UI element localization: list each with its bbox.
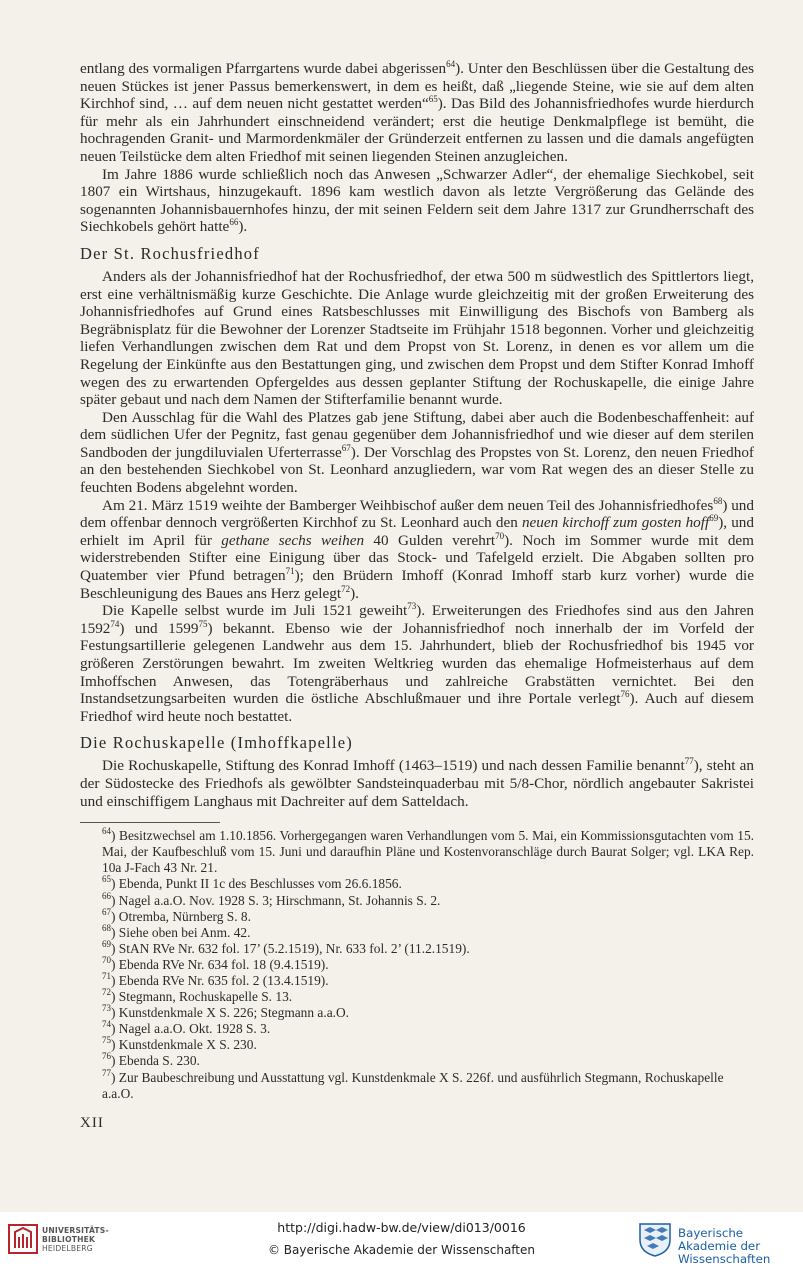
- paragraph: Am 21. März 1519 weihte der Bamberger Weihbischof außer dem neuen Teil des Johannisfriedhofes$^{68}$) und dem offenbar dennoch vergrößerten Kirchhof zu St. Leonhard auch den neuen kirchoff zum gosten hoff$^{69}$), und erhielt im April für gethane sechs weihen 40 Gulden verehrt$^{70}$). Noch im Sommer wurde mit dem widerstrebenden Stifter eine Einigung über das Stock- und Tafelgeld erzielt. Die Abgaben sollten pro Quatember vier Pfund betragen$^{71}$); den Brüdern Imhoff (Konrad Imhoff starb kurz vorher) wurde die Beschleunigung des Baues ans Herz gelegt$^{72}$).: [80, 495, 754, 602]
- footnote-ref[interactable]: 67: [341, 442, 351, 453]
- copyright-notice: © Bayerische Akademie der Wissenschaften: [267, 1243, 536, 1257]
- footnote: $^{66}$) Nagel a.a.O. Nov. 1928 S. 3; Hirschmann, St. Johannis S. 2.: [102, 890, 441, 908]
- footnote: $^{77}$) Zur Baubeschreibung und Ausstattung vgl. Kunstdenkmale X S. 226f. und ausführlich Stegmann, Rochuskapelle a.a.O.: [102, 1067, 724, 1101]
- footnote-ref[interactable]: 74: [110, 618, 120, 629]
- footnote-number: 69: [102, 938, 111, 949]
- paragraph: Den Ausschlag für die Wahl des Platzes gab jene Stiftung, dabei aber auch die Bodenbeschaffenheit: auf dem südlichen Ufer der Pegnitz, fast genau gegenüber dem Johannisfriedhof und wie dieser auf dem sterilen Sandboden der jungdiluvialen Uferterrasse$^{67}$). Der Vorschlag des Propstes von St. Lorenz, den neuen Friedhof an den bestehenden Siechkobel von St. Leonhard anzugliedern, war vom Rat wegen des an dieser Stelle zu feuchten Bodens abgelehnt worden.: [80, 408, 754, 497]
- footnote-ref[interactable]: 70: [495, 530, 505, 541]
- footnote-ref[interactable]: 66: [229, 217, 239, 228]
- footnote: $^{71}$) Ebenda RVe Nr. 635 fol. 2 (13.4.1519).: [102, 971, 329, 988]
- paragraph: Im Jahre 1886 wurde schließlich noch das Anwesen „Schwarzer Adler“, der ehemalige Siechkobel, seit 1807 ein Wirtshaus, hinzugekauft. 1896 kam westlich davon als letzte Vergrößerung das Gelände des sogenannten Johannisbauernhofes hinzu, der mit seinen Feldern seit dem Jahre 1317 zur Grundherrschaft des Siechkobels gehört hatte$^{66}$).: [80, 165, 754, 236]
- footnote: $^{74}$) Nagel a.a.O. Okt. 1928 S. 3.: [102, 1019, 271, 1037]
- page-content: [80, 60, 754, 1132]
- footnotes: [80, 828, 754, 1102]
- footnote-number: 68: [102, 922, 111, 933]
- footnote-ref[interactable]: 71: [285, 566, 295, 577]
- section-heading-rochuskapelle: Die Rochuskapelle (Imhoffkapelle): [80, 733, 353, 753]
- footnote-ref[interactable]: 64: [446, 59, 456, 69]
- footnote-divider: [80, 822, 220, 823]
- footnote-number: 76: [102, 1051, 111, 1062]
- footnote: $^{72}$) Stegmann, Rochuskapelle S. 13.: [102, 987, 293, 1005]
- footnote: $^{64}$) Besitzwechsel am 1.10.1856. Vorhergegangen waren Verhandlungen vom 5. Mai, ein Kommissionsgutachten vom 15. Mai, der Kaufbeschluß vom 15. Juni und daraufhin Pläne und Kostenvoranschläge durch Baurat Solger; vgl. LKA Rep. 10a J-Fach 43 Nr. 21.: [102, 826, 754, 876]
- paragraph: Anders als der Johannisfriedhof hat der Rochusfriedhof, der etwa 500 m südwestlich des Spittlertors liegt, erst eine verhältnismäßig kurze Geschichte. Die Anlage wurde gleichzeitig mit der großen Erweiterung des Johannisfriedhofes auf Grund eines Ratsbeschlusses mit Einwilligung des Bischofs von Bamberg als Begräbnisplatz für die Bewohner der Lorenzer Stadtseite im Frühjahr 1518 begonnen. Vorher und gleichzeitig liefen Verhandlungen zwischen dem Rat und dem Propst von St. Lorenz, in denen es vor allem um die Regelung der Einkünfte aus den Bestattungen ging, und zwischen dem Propst und dem Stifter Konrad Imhoff wegen des zu erwartenden Opfergeldes aus dessen geplanter Stiftung der Rochuskapelle, die einige Jahre später gebaut und nach dem Namen der Stifterfamilie benannt wurde.: [80, 267, 754, 409]
- footnote-number: 67: [102, 906, 111, 917]
- footnote: $^{68}$) Siehe oben bei Anm. 42.: [102, 922, 251, 940]
- footnote: $^{70}$) Ebenda RVe Nr. 634 fol. 18 (9.4.1519).: [102, 954, 329, 972]
- footnote-ref[interactable]: 69: [709, 513, 719, 524]
- paragraph: Die Kapelle selbst wurde im Juli 1521 geweiht$^{73}$). Erweiterungen des Friedhofes sind aus den Jahren 1592$^{74}$) und 1599$^{75}$) bekannt. Ebenso wie der Johannisfriedhof noch innerhalb der im Vorfeld der Festungsartillerie gelegenen Landwehr aus dem 15. Jahrhundert, blieb der Rochusfriedhof bis 1945 vor größeren Zerstörungen bewahrt. Im zweiten Weltkrieg wurden das ehemalige Hofmeisterhaus auf dem Imhoffschen Anwesen, das Totengräberhaus und zahlreiche Grabstätten vernichtet. Bei den Instandsetzungsarbeiten wurden die östliche Abschlußmauer und ihre Portale verlegt$^{76}$). Auch auf diesem Friedhof wird heute noch bestattet.: [80, 601, 754, 725]
- paragraph: Die Rochuskapelle, Stiftung des Konrad Imhoff (1463–1519) und nach dessen Familie benannt$^{77}$), steht an der Südostecke des Friedhofs als gewölbter Sandsteinquaderbau mit 5/8-Chor, nördlich angebauter Sakristei und einschiffigem Langhaus mit Dachreiter auf dem Satteldach.: [80, 756, 755, 810]
- footnote-number: 71: [102, 971, 111, 981]
- academy-wordmark: Bayerische Akademie der Wissenschaften: [678, 1226, 771, 1266]
- permalink-url[interactable]: http://digi.hadw-bw.de/view/di013/0016: [277, 1220, 526, 1235]
- footnote-ref[interactable]: 73: [407, 601, 417, 612]
- paragraph: entlang des vormaligen Pfarrgartens wurde dabei abgerissen$^{64}$). Unter den Beschlüssen über die Gestaltung des neuen Stückes ist jener Passus bemerkenswert, in dem es heißt, daß „liegende Steine, wie sie auf dem alten Kirchhof sind, … auf dem neuen nicht gestattet werden“$^{65}$). Das Bild des Johannisfriedhofes wurde hierdurch für mehr als ein Jahrhundert einschneidend verändert; erst die heutige Denkmalpflege ist bemüht, die hochragenden Granit- und Marmordenkmäler der Gründerzeit entfernen zu lassen und die damals angefügten neuen Teilstücke dem alten Friedhof mit seinen liegenden Steinen anzugleichen.: [80, 59, 754, 165]
- footnote-number: 72: [102, 987, 111, 998]
- footnote-number: 66: [102, 890, 111, 901]
- section-heading-rochusfriedhof: Der St. Rochusfriedhof: [80, 243, 260, 263]
- footnote-ref[interactable]: 72: [341, 583, 351, 594]
- footnote-ref[interactable]: 76: [620, 689, 630, 700]
- footnote: $^{69}$) StAN RVe Nr. 632 fol. 17’ (5.2.1519), Nr. 633 fol. 2’ (11.2.1519).: [102, 938, 470, 956]
- footnote-number: 73: [102, 1003, 111, 1014]
- footnote: $^{75}$) Kunstdenkmale X S. 230.: [102, 1035, 257, 1053]
- footnote-ref[interactable]: 68: [713, 495, 723, 506]
- footnote-ref[interactable]: 75: [198, 618, 208, 629]
- footnote: $^{73}$) Kunstdenkmale X S. 226; Stegmann a.a.O.: [102, 1003, 350, 1021]
- footnote-number: 74: [102, 1019, 111, 1030]
- footnote-number: 64: [102, 826, 111, 837]
- academy-logo[interactable]: [636, 1218, 798, 1266]
- footnote-number: 75: [102, 1035, 111, 1046]
- viewer-footer: [0, 1212, 803, 1265]
- university-library-wordmark: UNIVERSITÄTS- BIBLIOTHEK HEIDELBERG: [42, 1226, 109, 1253]
- footnote-number: 70: [102, 954, 111, 965]
- footnote-ref[interactable]: 77: [684, 756, 694, 767]
- footnote-ref[interactable]: 65: [428, 94, 438, 105]
- bavarian-lozenge-crest-icon: [636, 1220, 674, 1258]
- footnote: $^{65}$) Ebenda, Punkt II 1c des Beschlusses vom 26.6.1856.: [102, 874, 402, 892]
- footnote-number: 65: [102, 874, 111, 885]
- page-number: XII: [80, 1114, 104, 1131]
- footnote: $^{67}$) Otremba, Nürnberg S. 8.: [102, 906, 251, 924]
- footnote-number: 77: [102, 1067, 111, 1078]
- footnote: $^{76}$) Ebenda S. 230.: [102, 1051, 200, 1069]
